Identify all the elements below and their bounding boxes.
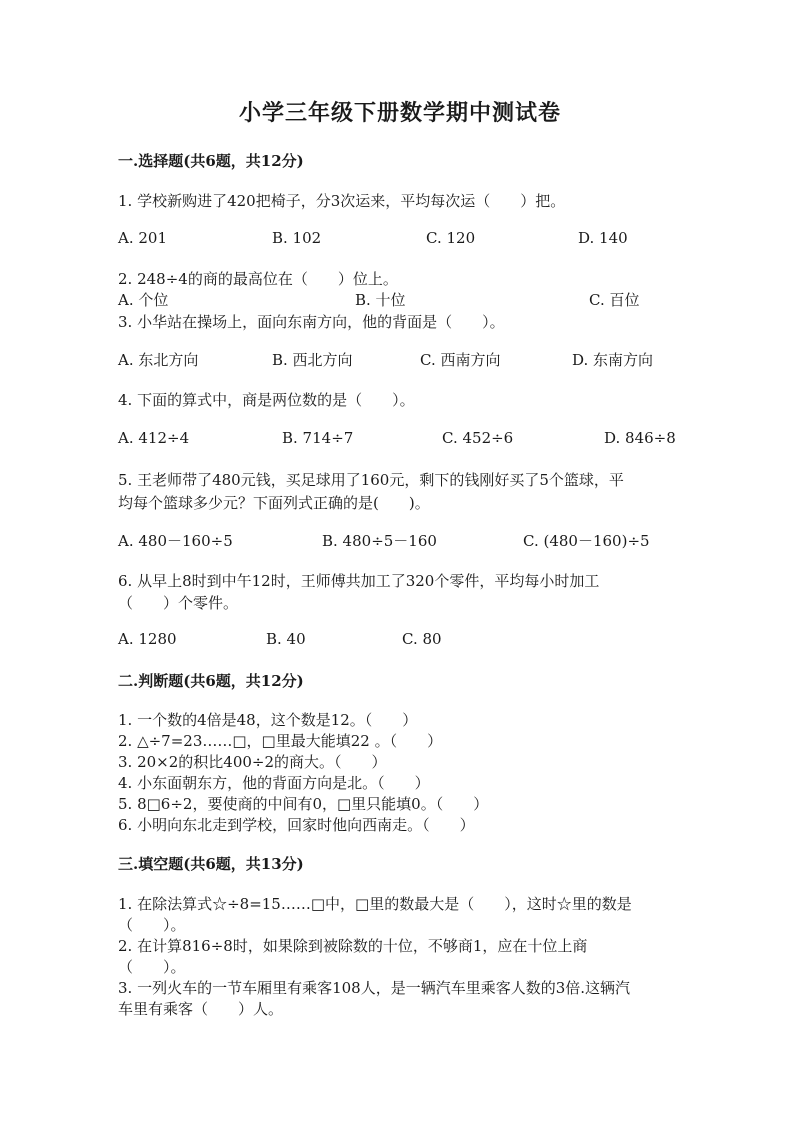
option: A. 个位 — [118, 291, 169, 309]
section-heading-fill: 三.填空题(共6题，共13分) — [118, 855, 304, 873]
option: B. 十位 — [355, 291, 406, 309]
question-text-cont: 均每个篮球多少元？下面列式正确的是( )。 — [118, 494, 430, 512]
options-row — [118, 530, 718, 550]
judgement-item: 1. 一个数的4倍是48，这个数是12。（ ） — [118, 711, 418, 729]
option: C. 80 — [402, 630, 442, 648]
option: A. 480－160÷5 — [118, 532, 233, 550]
option: C. 452÷6 — [442, 429, 514, 447]
question-text: 3. 小华站在操场上，面向东南方向，他的背面是（ ）。 — [118, 313, 505, 331]
options-row — [118, 289, 718, 309]
question-text: 2. 248÷4的商的最高位在（ ）位上。 — [118, 270, 398, 288]
fill-question: 1. 在除法算式☆÷8=15……□中，□里的数最大是（ ），这时☆里的数是 — [118, 895, 632, 913]
judgement-item: 6. 小明向东北走到学校，回家时他向西南走。（ ） — [118, 816, 475, 834]
section-heading-choice: 一.选择题(共6题，共12分) — [118, 152, 304, 170]
options-row — [118, 630, 718, 650]
option: B. 480÷5－160 — [322, 532, 437, 550]
option: C. (480－160)÷5 — [523, 532, 650, 550]
fill-question: 3. 一列火车的一节车厢里有乘客108人，是一辆汽车里乘客人数的3倍.这辆汽 — [118, 979, 631, 997]
fill-question-cont: （ ）。 — [118, 958, 186, 976]
options-row — [118, 229, 718, 249]
options-row — [118, 429, 718, 449]
question-text: 1. 学校新购进了420把椅子，分3次运来，平均每次运（ ）把。 — [118, 192, 566, 210]
option: B. 40 — [266, 630, 306, 648]
option: B. 西北方向 — [272, 351, 353, 369]
judgement-item: 4. 小东面朝东方，他的背面方向是北。（ ） — [118, 774, 430, 792]
section-heading-judgement: 二.判断题(共6题，共12分) — [118, 672, 304, 690]
question-text: 6. 从早上8时到中午12时，王师傅共加工了320个零件，平均每小时加工 — [118, 572, 600, 590]
option: C. 120 — [426, 229, 476, 247]
option: A. 412÷4 — [118, 429, 190, 447]
question-text: 4. 下面的算式中，商是两位数的是（ ）。 — [118, 391, 415, 409]
option: B. 102 — [272, 229, 322, 247]
option: D. 东南方向 — [572, 351, 654, 369]
option: C. 西南方向 — [420, 351, 501, 369]
fill-question-cont: （ ）。 — [118, 916, 186, 934]
judgement-item: 2. △÷7=23……□，□里最大能填22 。（ ） — [118, 732, 443, 750]
option: A. 201 — [118, 229, 167, 247]
option: B. 714÷7 — [282, 429, 354, 447]
judgement-item: 3. 20×2的积比400÷2的商大。（ ） — [118, 753, 387, 771]
question-text: 5. 王老师带了480元钱，买足球用了160元，剩下的钱刚好买了5个篮球，平 — [118, 471, 624, 489]
option: A. 东北方向 — [118, 351, 199, 369]
fill-question-cont: 车里有乘客（ ）人。 — [118, 1000, 284, 1018]
judgement-item: 5. 8□6÷2，要使商的中间有0，□里只能填0。（ ） — [118, 795, 489, 813]
fill-question: 2. 在计算816÷8时，如果除到被除数的十位，不够商1，应在十位上商 — [118, 937, 588, 955]
question-text-cont: （ ）个零件。 — [118, 594, 239, 612]
option: C. 百位 — [589, 291, 640, 309]
option: D. 140 — [578, 229, 628, 247]
page-title: 小学三年级下册数学期中测试卷 — [238, 100, 561, 126]
option: D. 846÷8 — [604, 429, 676, 447]
options-row — [118, 349, 718, 369]
option: A. 1280 — [118, 630, 177, 648]
